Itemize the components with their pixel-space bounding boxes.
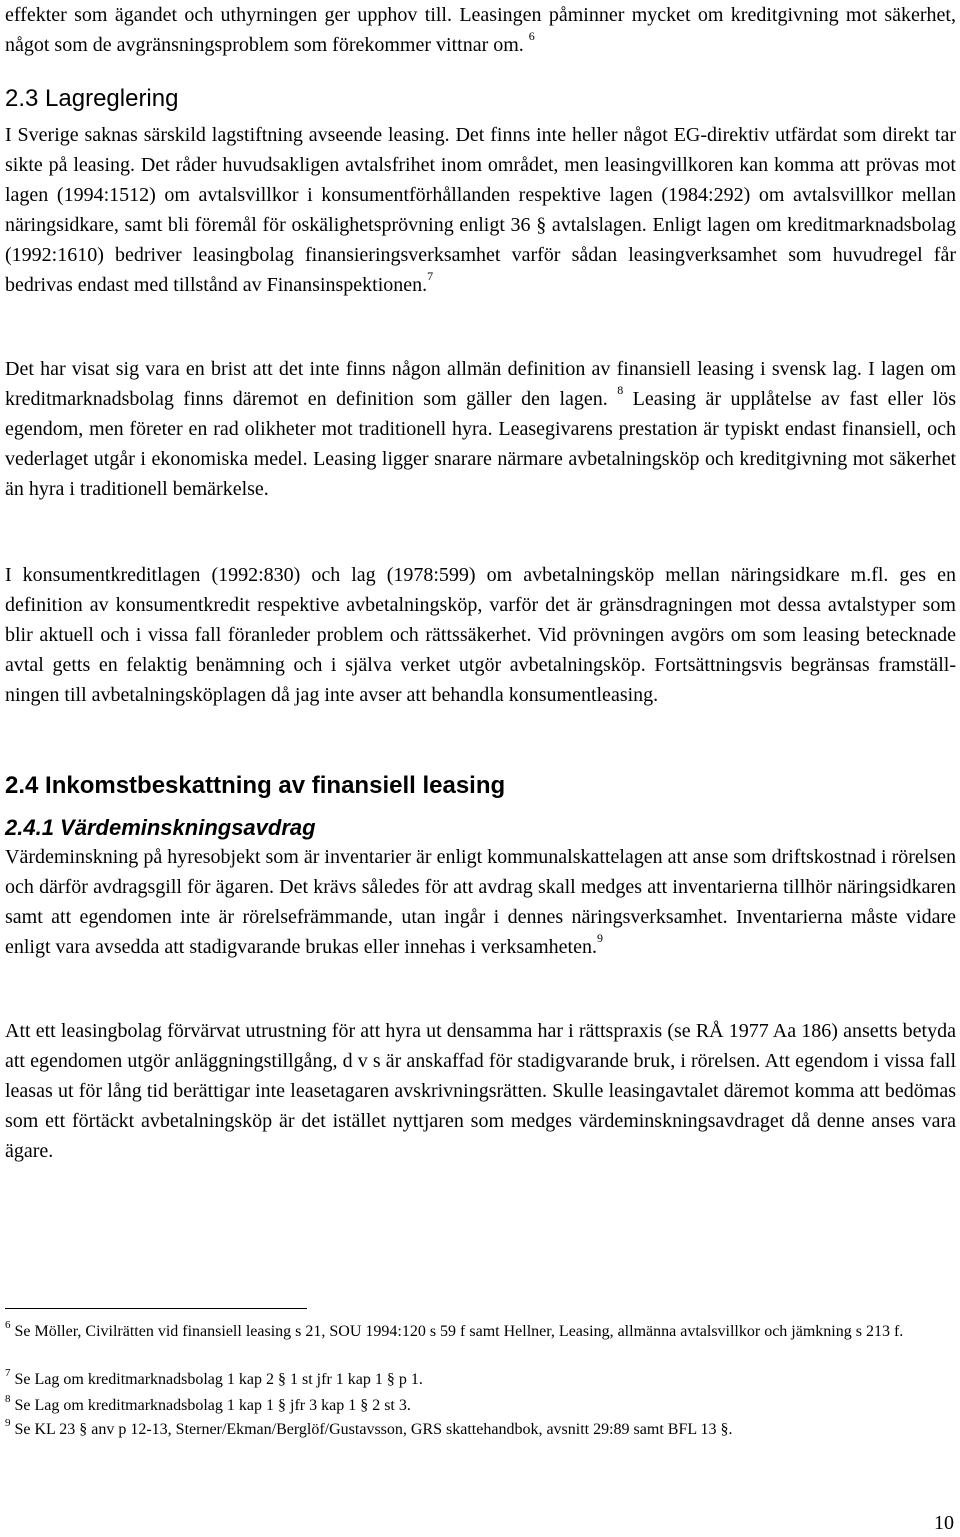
- footnote-ref-6[interactable]: 6: [528, 29, 535, 43]
- paragraph-lagreglering-2: Det har visat sig vara en brist att det inte finns någon allmän definition av finansiell leasing i svensk lag. I lagen om kreditmarknadsbolag finns däremot en definition som gäller den lagen. $^8$ Leasing är upplåtelse av fast eller lös egendom, men företer en rad olikheter mot traditionell hyra. Leasegivarens prestation är typiskt endast finansiell, och vederlaget utgår i ekonomiska medel. Leasing ligger snarare närmare avbetalningsköp och kreditgivning mot säkerhet än hyra i traditionell bemärkelse.: [5, 358, 956, 500]
- footnote-9: $^9$ Se KL 23 § anv p 12-13, Sterner/Ekman/Berglöf/Gustavsson, GRS skattehandbok, avsnitt 29:89 samt BFL 13 §.: [5, 1417, 733, 1438]
- footnote-ref-9[interactable]: 9: [597, 931, 603, 945]
- paragraph-vardeminskning-2: Att ett leasingbolag förvärvat utrustning för att hyra ut densamma har i rättspraxis (se RÅ 1977 Aa 186) ansetts betyda att egendomen utgör anläggningstillgång, d v s är anskaffad för stadigvarande bruk, i rörelsen. Att egendom i vissa fall leasas ut för lång tid berättigar inte leasetagaren avskrivningsrätten. Skulle leasingavtalet däremot komma att bedömas som ett förtäckt avbetalningsköp är det istället nyttjaren som medges värdeminskningsavdraget då denne anses vara ägare.: [5, 1020, 956, 1162]
- footnote-7: $^7$ Se Lag om kreditmarknadsbolag 1 kap 2 § 1 st jfr 1 kap 1 § p 1.: [5, 1367, 423, 1388]
- footnote-separator: [5, 1308, 307, 1309]
- paragraph-lagreglering-1: I Sverige saknas särskild lagstiftning avseende leasing. Det finns inte heller något EG-direktiv utfärdat som direkt tar sikte på leasing. Det råder huvudsakligen avtalsfrihet inom området, men leasingvillkoren kan komma att prövas mot lagen (1994:1512) om avtalsvillkor i konsumentförhållanden respektive lagen (1984:292) om avtalsvillkor mellan näringsidkare, samt bli föremål för oskälighetsprövning enligt 36 § avtalslagen. Enligt lagen om kreditmarknadsbolag (1992:1610) bedriver leasingbolag finansieringsverksamhet varför sådan leasingverksamhet som huvudregel får bedrivas endast med tillstånd av Finansinspektionen.$^7$: [5, 124, 956, 296]
- footnote-ref-8[interactable]: 8: [617, 383, 624, 397]
- intro-paragraph: effekter som ägandet och uthyrningen ger upphov till. Leasingen påminner mycket om kreditgivning mot säkerhet, något som de avgränsningsproblem som förekommer vittnar om. $^6$: [5, 4, 956, 56]
- section-heading-2-4: 2.4 Inkomstbeskattning av finansiell leasing: [5, 772, 506, 799]
- paragraph-vardeminskning-1: Värdeminskning på hyresobjekt som är inventarier är enligt kommunalskattelagen att anse som driftskostnad i rörelsen och därför avdragsgill för ägaren. Det krävs således för att avdrag skall medges att inventarierna tillhör näringsidkaren samt att egendomen inte är rörelsefrämmande, utan ingår i dennes näringsverksamhet. Inventarierna måste vidare enligt vara avsedda att stadigvarande brukas eller innehas i verksamheten.$^9$: [5, 846, 956, 958]
- footnote-6: $^6$ Se Möller, Civilrätten vid finansiell leasing s 21, SOU 1994:120 s 59 f samt Hellner, Leasing, allmänna avtalsvillkor och jämkning s 213 f.: [5, 1319, 904, 1340]
- footnote-ref-7[interactable]: 7: [427, 269, 434, 283]
- subsection-heading-2-4-1: 2.4.1 Värdeminskningsavdrag: [5, 815, 316, 840]
- page-number: 10: [934, 1512, 954, 1534]
- footnote-8: $^8$ Se Lag om kreditmarknadsbolag 1 kap 1 § jfr 3 kap 1 § 2 st 3.: [5, 1393, 411, 1414]
- section-heading-2-3: 2.3 Lagreglering: [5, 85, 179, 112]
- paragraph-lagreglering-3: I konsumentkreditlagen (1992:830) och lag (1978:599) om avbetalningsköp mellan näringsidkare m.fl. ges en definition av konsumentkredit respektive avbetalningsköp, varför det är gränsdragningen mot dessa avtalstyper som blir aktuell och i vissa fall föranleder problem och rättssäkerhet. Vid prövningen avgörs om som leasing betecknade avtal getts en felaktig benämning och i själva verket utgör avbetalningsköp. Fortsättningsvis begränsas framställningen till avbetalningsköplagen då jag inte avser att behandla konsumentleasing.: [5, 564, 956, 706]
